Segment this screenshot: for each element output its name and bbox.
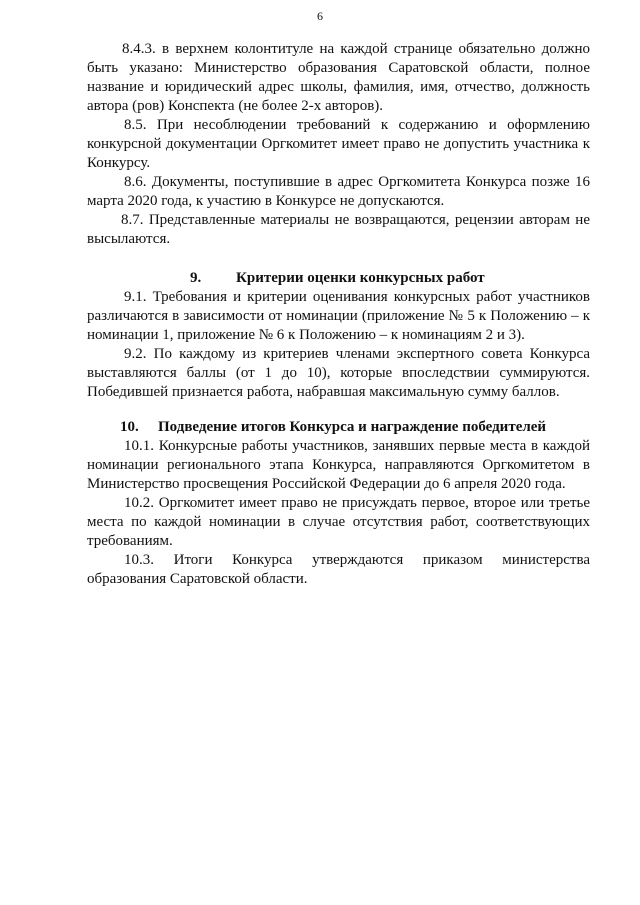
- paragraph-9-2: 9.2. По каждому из критериев членами экспертного совета Конкурса выставляются баллы (от 1 до 10), которые впоследствии суммируются. Победившей признается работа, набравшая максимальную сумму баллов.: [87, 346, 590, 400]
- paragraph-10-1: 10.1. Конкурсные работы участников, занявших первые места в каждой номинации регионального этапа Конкурса, направляются Оргкомитетом в Министерство просвещения Российской Федерации до 6 апреля 2020 года.: [87, 438, 590, 492]
- paragraph-8-6: 8.6. Документы, поступившие в адрес Оргкомитета Конкурса позже 16 марта 2020 года, к участию в Конкурсе не допускаются.: [87, 174, 590, 209]
- section-heading-9: [87, 269, 590, 288]
- paragraph-8-7: 8.7. Представленные материалы не возвращаются, рецензии авторам не высылаются.: [87, 212, 590, 247]
- paragraph-8-4-3: 8.4.3. в верхнем колонтитуле на каждой странице обязательно должно быть указано: Министерство образования Саратовской области, полное название и юридический адрес школы, фамилия, имя, отчество, должность автора (ров) Конспекта (не более 2-х авторов).: [87, 41, 590, 114]
- paragraph-9-1: 9.1. Требования и критерии оценивания конкурсных работ участников различаются в зависимости от номинации (приложение № 5 к Положению – к номинации 1, приложение № 6 к Положению – к номинациям 2 и 3).: [87, 289, 590, 343]
- paragraph-10-3: 10.3. Итоги Конкурса утверждаются приказом министерства образования Саратовской области.: [87, 552, 590, 587]
- section-title-9: Критерии оценки конкурсных работ: [236, 270, 485, 286]
- section-number-10: 10.: [120, 419, 139, 435]
- section-title-10: Подведение итогов Конкурса и награждение победителей: [158, 419, 547, 435]
- section-number-9: 9.: [190, 270, 202, 286]
- paragraph-8-5: 8.5. При несоблюдении требований к содержанию и оформлению конкурсной документации Оргкомитет имеет право не допустить участника к Конкурсу.: [87, 117, 590, 171]
- page-number: 6: [317, 9, 323, 23]
- paragraph-10-2: 10.2. Оргкомитет имеет право не присуждать первое, второе или третье места по каждой номинации в случае отсутствия работ, соответствующих требованиям.: [87, 495, 590, 549]
- document-body: [87, 40, 590, 589]
- section-heading-10: [87, 418, 590, 437]
